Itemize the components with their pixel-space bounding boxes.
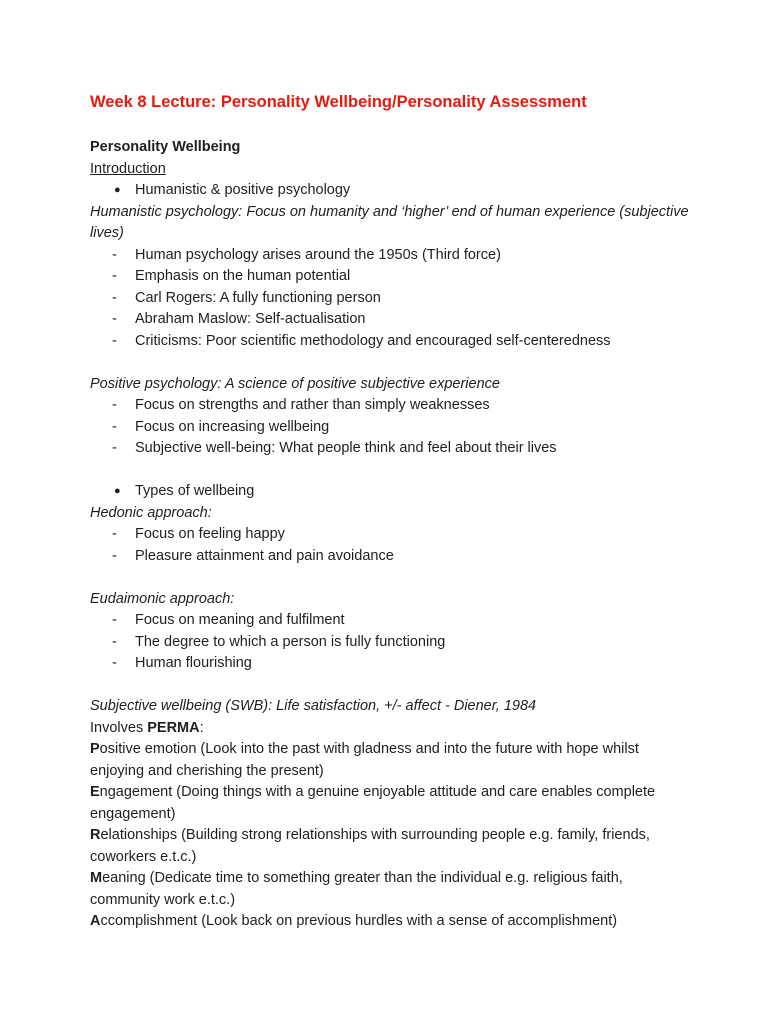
spacer [90, 352, 690, 374]
document-body [90, 90, 690, 933]
section-heading: Personality Wellbeing [90, 139, 241, 155]
list-item-text: Focus on increasing wellbeing [135, 418, 330, 435]
list-item-text: Criticisms: Poor scientific methodology and encouraged self-centeredness [135, 332, 611, 349]
bullet-marker: ● [114, 184, 121, 196]
dash-marker: - [112, 332, 117, 349]
humanistic-heading: Humanistic psychology: Focus on humanity and ‘higher’ end of human experience (subjective lives) [90, 203, 689, 241]
list-item-text: Pleasure attainment and pain avoidance [135, 547, 394, 564]
perma-letter: A [90, 913, 101, 929]
spacer [90, 675, 690, 697]
list-item [90, 610, 690, 632]
list-item-text: Humanistic & positive psychology [135, 182, 351, 198]
document-title: Week 8 Lecture: Personality Wellbeing/Personality Assessment [90, 93, 587, 111]
list-item-text: Carl Rogers: A fully functioning person [135, 289, 381, 306]
list-item [90, 266, 690, 288]
dash-marker: - [112, 655, 117, 671]
dash-marker: - [112, 311, 117, 327]
involves-line [90, 718, 690, 740]
humanistic-list [90, 245, 690, 353]
spacer [90, 460, 690, 482]
list-item [90, 245, 690, 267]
list-item [90, 481, 690, 503]
list-item-text: Emphasis on the human potential [135, 268, 351, 284]
positive-heading: Positive psychology: A science of positive subjective experience [90, 375, 500, 392]
dash-marker: - [112, 612, 117, 628]
intro-label: Introduction [90, 160, 166, 177]
dash-marker: - [112, 246, 117, 263]
list-item [90, 180, 690, 202]
involves-suffix: : [199, 719, 204, 736]
dash-marker: - [112, 289, 117, 306]
list-item [90, 653, 690, 675]
perma-item [90, 825, 690, 868]
dash-marker: - [112, 547, 117, 564]
dash-marker: - [112, 633, 117, 650]
list-item-text: Human flourishing [135, 655, 252, 671]
perma-acronym: PERMA [147, 719, 200, 736]
dash-marker: - [112, 268, 117, 284]
list-item-text: The degree to which a person is fully functioning [135, 633, 446, 650]
dash-marker: - [112, 526, 117, 542]
hedonic-heading: Hedonic approach: [90, 504, 212, 521]
perma-item [90, 868, 690, 911]
bullet-marker: ● [114, 485, 121, 497]
hedonic-list [90, 524, 690, 567]
list-item [90, 524, 690, 546]
list-item [90, 288, 690, 310]
list-item [90, 438, 690, 460]
list-item-text: Subjective well-being: What people think and feel about their lives [135, 440, 557, 456]
intro-bullet-list [90, 180, 690, 202]
perma-item [90, 911, 690, 933]
list-item-text: Types of wellbeing [135, 483, 255, 499]
perma-item [90, 739, 690, 782]
dash-marker: - [112, 440, 117, 456]
eudaimonic-heading: Eudaimonic approach: [90, 590, 235, 607]
perma-item [90, 782, 690, 825]
perma-text: ositive emotion (Look into the past with gladness and into the future with hope whilst enjoying and cherishing the present) [90, 741, 639, 779]
list-item [90, 546, 690, 568]
perma-letter: R [90, 827, 101, 843]
dash-marker: - [112, 397, 117, 413]
list-item-text: Abraham Maslow: Self-actualisation [135, 311, 366, 327]
list-item [90, 632, 690, 654]
positive-list [90, 395, 690, 460]
list-item-text: Human psychology arises around the 1950s (Third force) [135, 246, 501, 263]
types-bullet-list [90, 481, 690, 503]
perma-text: ngagement (Doing things with a genuine enjoyable attitude and care enables complete engagement) [90, 784, 656, 822]
list-item-text: Focus on meaning and fulfilment [135, 612, 345, 628]
perma-letter: M [90, 870, 103, 886]
perma-letter: P [90, 741, 100, 757]
perma-text: elationships (Building strong relationships with surrounding people e.g. family, friends, coworkers e.t.c.) [90, 827, 650, 865]
dash-marker: - [112, 418, 117, 435]
list-item [90, 395, 690, 417]
list-item-text: Focus on strengths and rather than simply weaknesses [135, 397, 490, 413]
perma-letter: E [90, 784, 100, 800]
perma-text: eaning (Dedicate time to something greater than the individual e.g. religious faith, community work e.t.c.) [90, 870, 623, 908]
spacer [90, 567, 690, 589]
list-item-text: Focus on feeling happy [135, 526, 285, 542]
swb-heading: Subjective wellbeing (SWB): Life satisfaction, +/- affect - Diener, 1984 [90, 698, 537, 714]
list-item [90, 417, 690, 439]
eudaimonic-list [90, 610, 690, 675]
list-item [90, 331, 690, 353]
involves-prefix: Involves [90, 719, 148, 736]
list-item [90, 309, 690, 331]
perma-text: ccomplishment (Look back on previous hurdles with a sense of accomplishment) [100, 913, 618, 929]
